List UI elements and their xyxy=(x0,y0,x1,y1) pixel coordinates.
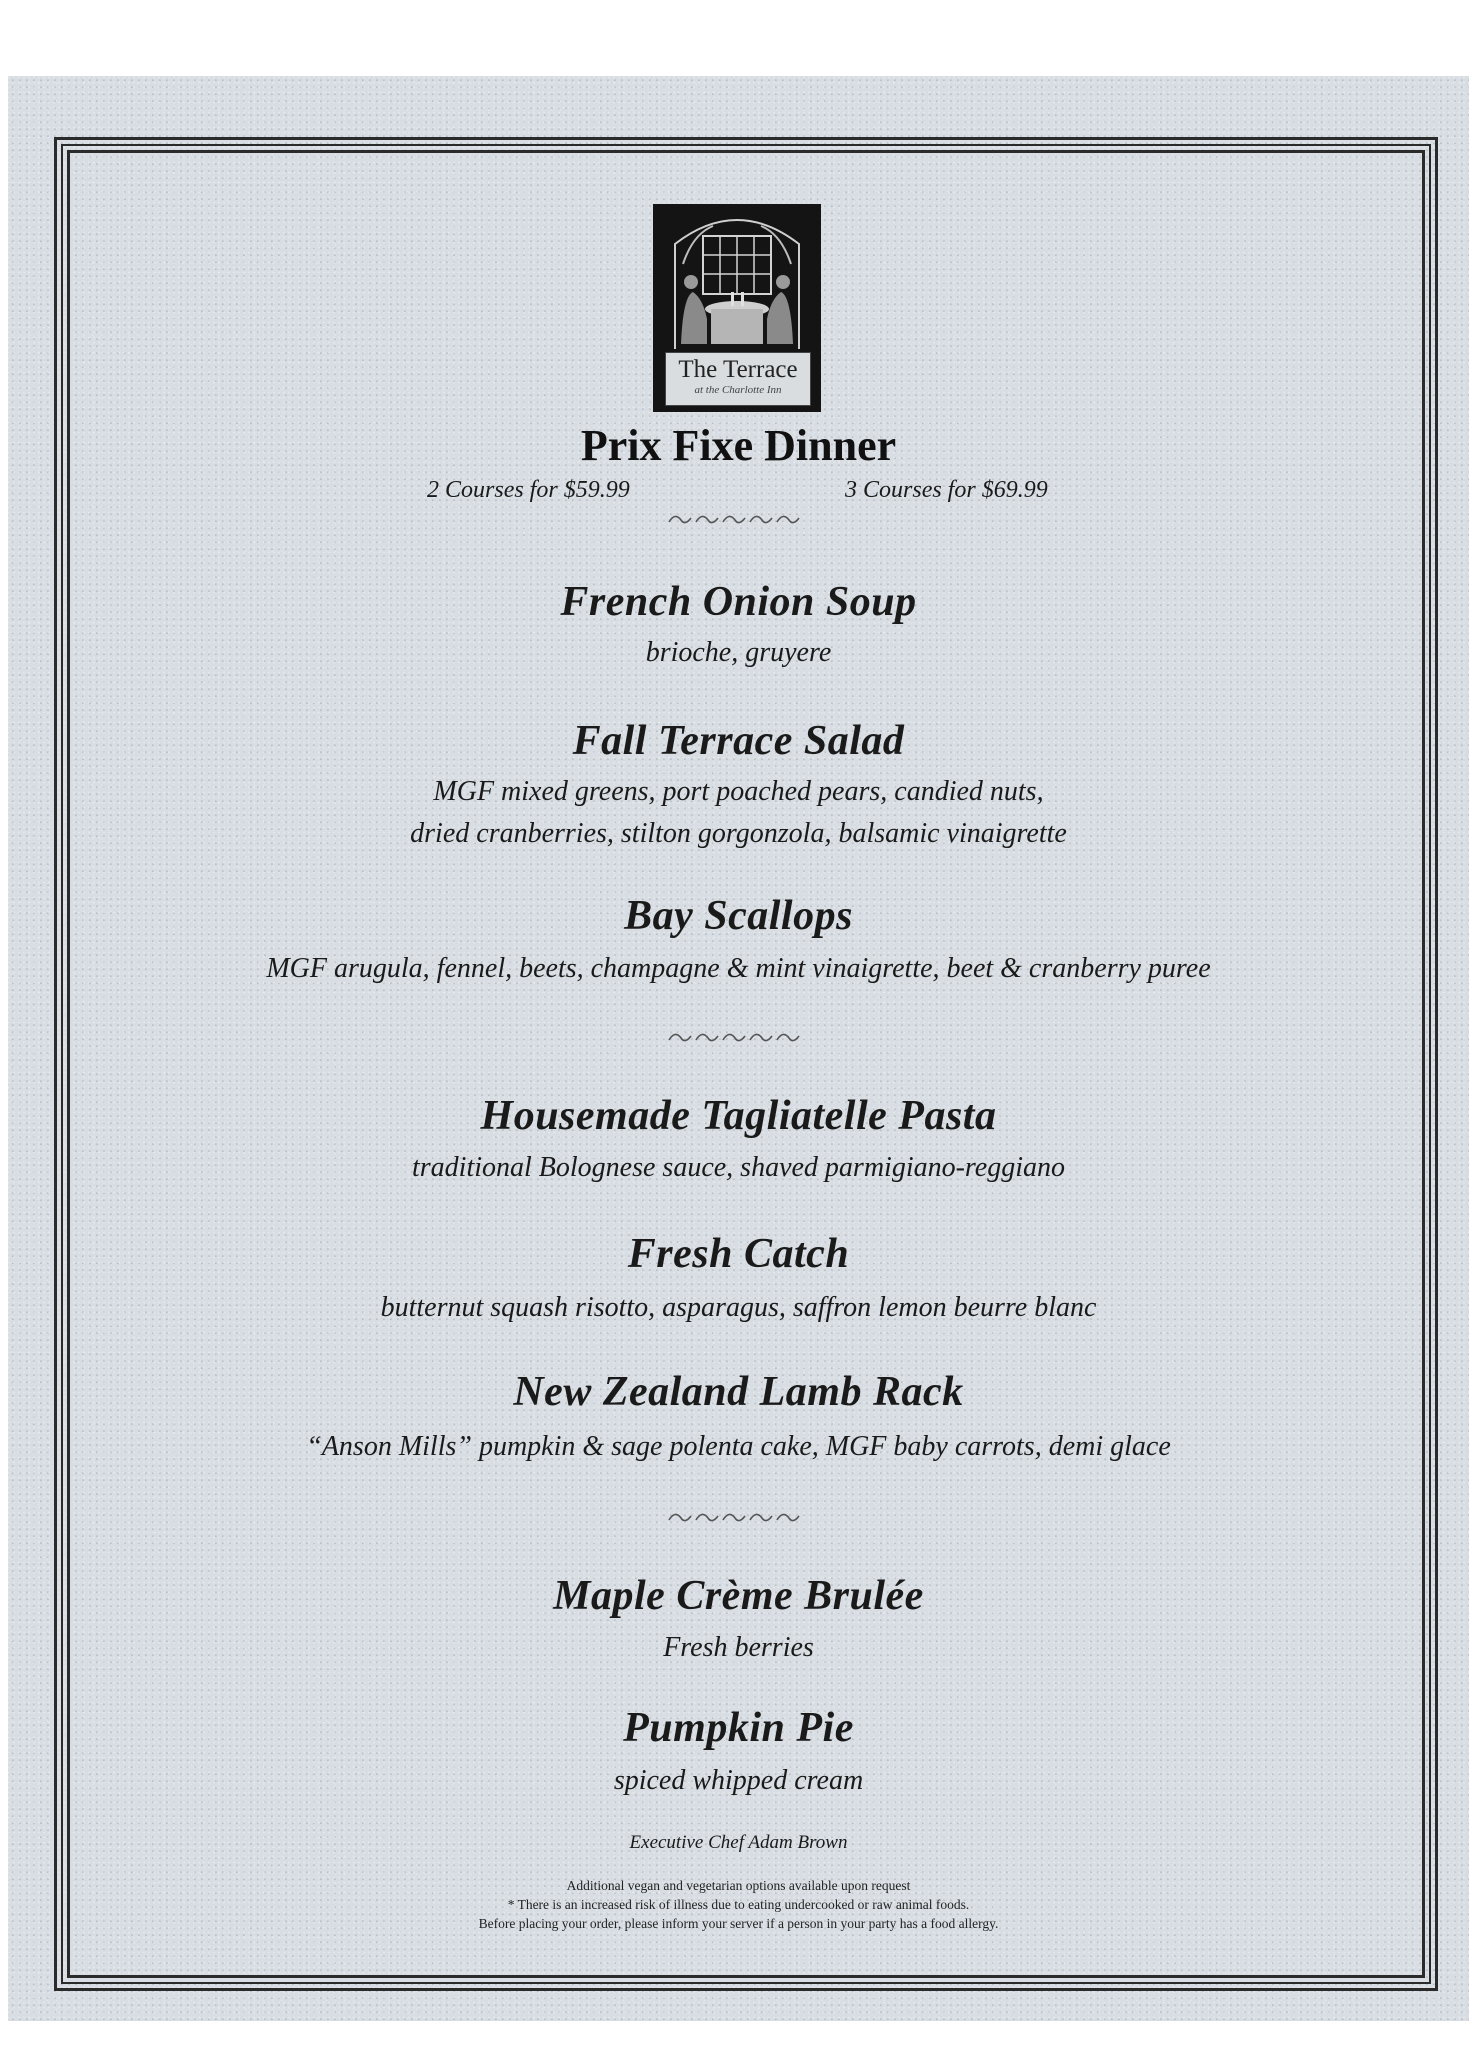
footer-notes xyxy=(0,1876,1477,1933)
logo-subtitle: at the Charlotte Inn xyxy=(694,384,782,396)
item-name: Housemade Tagliatelle Pasta xyxy=(480,1093,997,1139)
price-three-courses: 3 Courses for $69.99 xyxy=(845,477,1048,503)
ornament-divider xyxy=(0,1028,1477,1052)
logo-name: The Terrace xyxy=(678,356,798,383)
item-description: MGF mixed greens, port poached pears, candied nuts, xyxy=(433,776,1044,807)
item-description: MGF arugula, fennel, beets, champagne & mint vinaigrette, beet & cranberry puree xyxy=(266,953,1211,984)
item-name: Fresh Catch xyxy=(627,1231,850,1277)
item-name: Maple Crème Brulée xyxy=(553,1573,924,1619)
item-description: butternut squash risotto, asparagus, saffron lemon beurre blanc xyxy=(380,1292,1097,1323)
item-name: New Zealand Lamb Rack xyxy=(513,1369,964,1415)
scroll-ornament-icon xyxy=(664,1028,814,1046)
logo-label xyxy=(665,352,811,406)
item-name: Pumpkin Pie xyxy=(623,1705,854,1751)
item-description: dried cranberries, stilton gorgonzola, balsamic vinaigrette xyxy=(410,818,1067,849)
menu-title: Prix Fixe Dinner xyxy=(580,421,897,470)
item-description: traditional Bolognese sauce, shaved parmigiano-reggiano xyxy=(412,1152,1065,1183)
dining-scene-illustration xyxy=(653,204,821,354)
item-name: Fall Terrace Salad xyxy=(572,718,905,764)
ornament-divider xyxy=(0,1508,1477,1532)
dietary-note: Additional vegan and vegetarian options available upon request xyxy=(566,1878,911,1893)
executive-chef: Executive Chef Adam Brown xyxy=(629,1832,848,1853)
item-description: “Anson Mills” pumpkin & sage polenta cake, MGF baby carrots, demi glace xyxy=(306,1431,1171,1462)
item-description: brioche, gruyere xyxy=(645,637,832,668)
price-two-courses: 2 Courses for $59.99 xyxy=(427,477,630,503)
item-description: Fresh berries xyxy=(663,1632,814,1663)
restaurant-logo xyxy=(653,204,821,412)
ornament-divider xyxy=(0,510,1477,534)
allergy-note: Before placing your order, please inform your server if a person in your party has a food allergy. xyxy=(478,1916,999,1931)
scroll-ornament-icon xyxy=(664,1508,814,1526)
health-warning: * There is an increased risk of illness due to eating undercooked or raw animal foods. xyxy=(507,1897,970,1912)
item-name: French Onion Soup xyxy=(560,579,917,625)
scroll-ornament-icon xyxy=(664,510,814,528)
item-description: spiced whipped cream xyxy=(613,1765,864,1796)
item-name: Bay Scallops xyxy=(624,893,853,939)
